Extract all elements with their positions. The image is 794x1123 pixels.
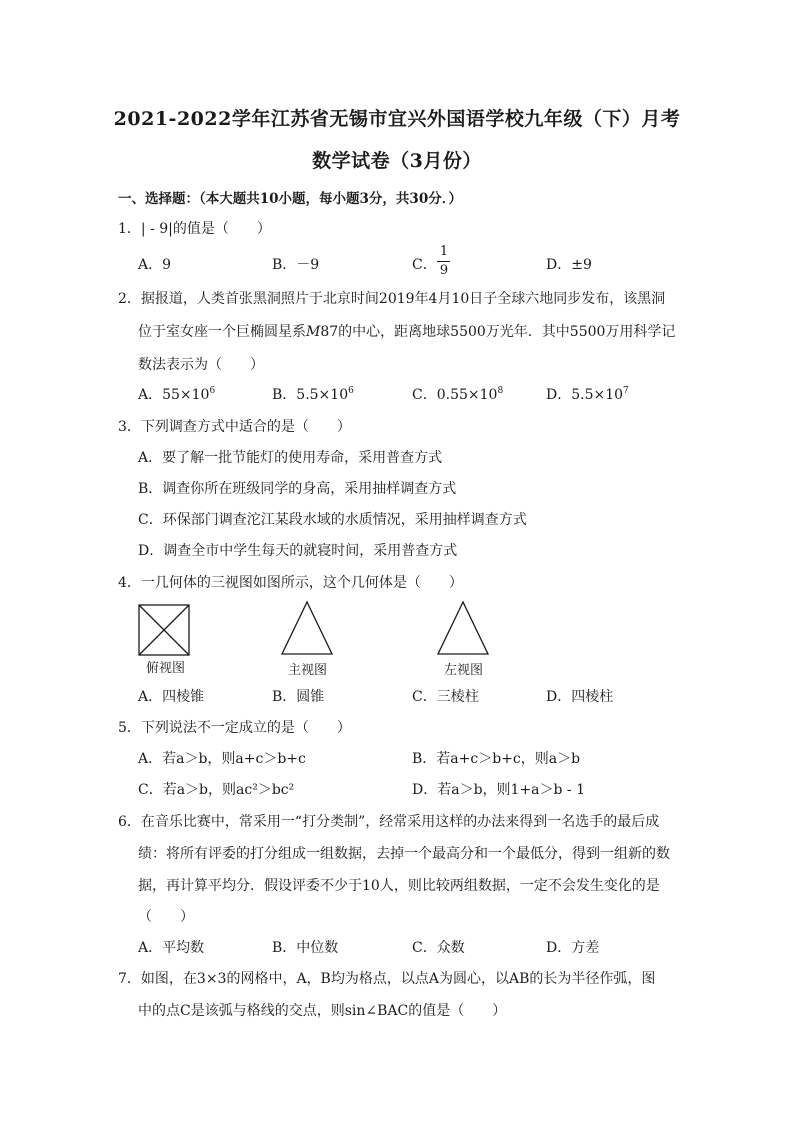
left-view-caption: 左视图: [444, 663, 484, 678]
q1-option-a: A．9: [138, 257, 172, 273]
fraction-bar: [437, 261, 450, 262]
q1-stem: 1．| - 9|的值是（ ）: [118, 221, 271, 237]
q4-option-c: C．三棱柱: [412, 689, 479, 705]
q1-option-c-denominator: 9: [439, 263, 449, 278]
top-view-figure: [138, 604, 198, 656]
q1-option-b: B．－9: [272, 257, 320, 273]
q3-option-a: A．要了解一批节能灯的使用寿命，采用普查方式: [138, 450, 443, 466]
q6-line4: （ ）: [138, 909, 194, 925]
q6-option-b: B．中位数: [272, 940, 339, 956]
q3-option-d: D．调查全市中学生每天的就寝时间，采用普查方式: [138, 543, 458, 559]
q4-option-b: B．圆锥: [272, 689, 325, 705]
q2-option-d: D．$5.5\times 10^7$: [546, 386, 629, 403]
q5-option-d: D．若a＞b，则1+a＞b - 1: [412, 782, 586, 798]
q1-option-c-prefix: C．: [412, 257, 437, 273]
q2-line3: 数法表示为（ ）: [138, 357, 264, 373]
q2-option-b: B．$5.5\times 10^6$: [272, 386, 354, 403]
section-heading-choice: 一、选择题：（本大题共10小题，每小题3分，共30分．）: [118, 191, 462, 207]
q6-option-a: A．平均数: [138, 940, 205, 956]
q3-stem: 3．下列调查方式中适合的是（ ）: [118, 419, 351, 435]
q1-option-d: D．±9: [546, 257, 592, 273]
q6-line3: 据，再计算平均分．假设评委不少于10人，则比较两组数据，一定不会发生变化的是: [138, 878, 660, 894]
front-view-caption: 主视图: [288, 663, 328, 678]
q2-option-a: A．$55\times 10^6$: [138, 386, 216, 403]
q2-line2: 位于室女座一个巨椭圆星系M87的中心，距离地球5500万光年．其中5500万用科学记: [138, 324, 676, 340]
q3-option-c: C．环保部门调查沱江某段水域的水质情况，采用抽样调查方式: [138, 512, 527, 528]
q7-line2: 中的点C是该弧与格线的交点，则sin∠BAC的值是（ ）: [138, 1003, 507, 1019]
q4-option-d: D．四棱柱: [546, 689, 614, 705]
q6-option-c: C．众数: [412, 940, 465, 956]
q5-stem: 5．下列说法不一定成立的是（ ）: [118, 720, 351, 736]
q5-option-a: A．若a＞b，则a+c＞b+c: [138, 751, 306, 767]
q1-option-c-numerator: 1: [439, 244, 449, 259]
q4-stem: 4．一几何体的三视图如图所示，这个几何体是（ ）: [118, 575, 463, 591]
top-view-caption: 俯视图: [146, 661, 186, 676]
q6-line1: 6．在音乐比赛中，常采用一“打分类制”，经常采用这样的办法来得到一名选手的最后成: [118, 814, 660, 830]
q2-option-c: C．$0.55\times 10^8$: [412, 386, 504, 403]
q3-option-b: B．调查你所在班级同学的身高，采用抽样调查方式: [138, 481, 457, 497]
exam-title-line2: 数学试卷（3月份）: [312, 150, 482, 172]
q5-option-c: C．若a＞b，则ac²＞bc²: [138, 782, 295, 798]
q6-line2: 绩：将所有评委的打分组成一组数据，去掉一个最高分和一个最低分，得到一组新的数: [138, 846, 670, 862]
exam-title-line1: 2021-2022学年江苏省无锡市宜兴外国语学校九年级（下）月考: [113, 108, 681, 130]
q4-option-a: A．四棱锥: [138, 689, 205, 705]
front-view-figure: [280, 600, 336, 656]
q6-option-d: D．方差: [546, 940, 600, 956]
q2-line1: 2．据报道，人类首张黑洞照片于北京时间2019年4月10日子全球六地同步发布，该黑洞: [118, 291, 666, 307]
q7-line1: 7．如图，在3×3的网格中，A，B均为格点，以点A为圆心，以AB的长为半径作弧，图: [118, 971, 656, 987]
q5-option-b: B．若a+c＞b+c，则a＞b: [412, 751, 581, 767]
left-view-figure: [436, 600, 492, 656]
